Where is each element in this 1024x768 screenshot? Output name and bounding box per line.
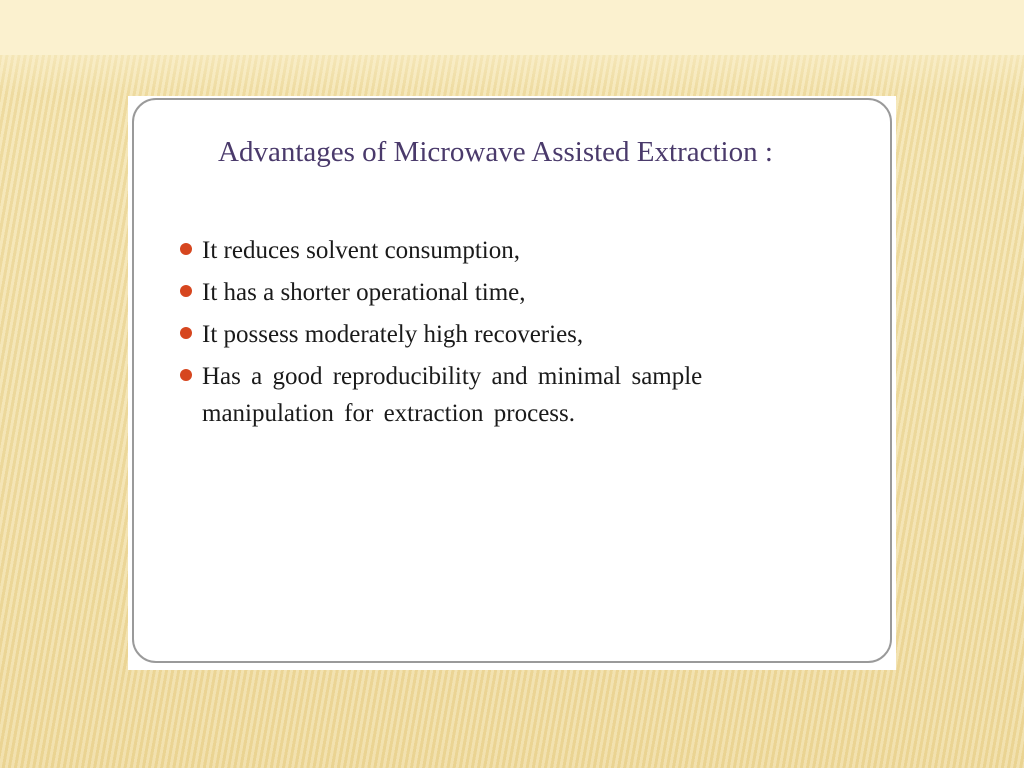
list-item [174,232,814,269]
bullet-icon [180,369,192,381]
bullet-text: It possess moderately high recoveries, [202,321,584,348]
list-item [174,274,814,311]
bullet-text: Has a good reproducibility and minimal sample manipulation for extraction process. [202,363,703,427]
bullet-icon [180,243,192,255]
list-item [174,316,814,353]
bullet-list [174,232,814,437]
bullet-text: It reduces solvent consumption, [202,237,520,264]
bullet-icon [180,327,192,339]
list-item [174,358,814,432]
bullet-text: It has a shorter operational time, [202,279,526,306]
slide-frame [128,96,896,670]
slide-title: Advantages of Microwave Assisted Extraction : [218,136,773,168]
bullet-icon [180,285,192,297]
slide-card [132,98,892,663]
background-top-band [0,0,1024,55]
